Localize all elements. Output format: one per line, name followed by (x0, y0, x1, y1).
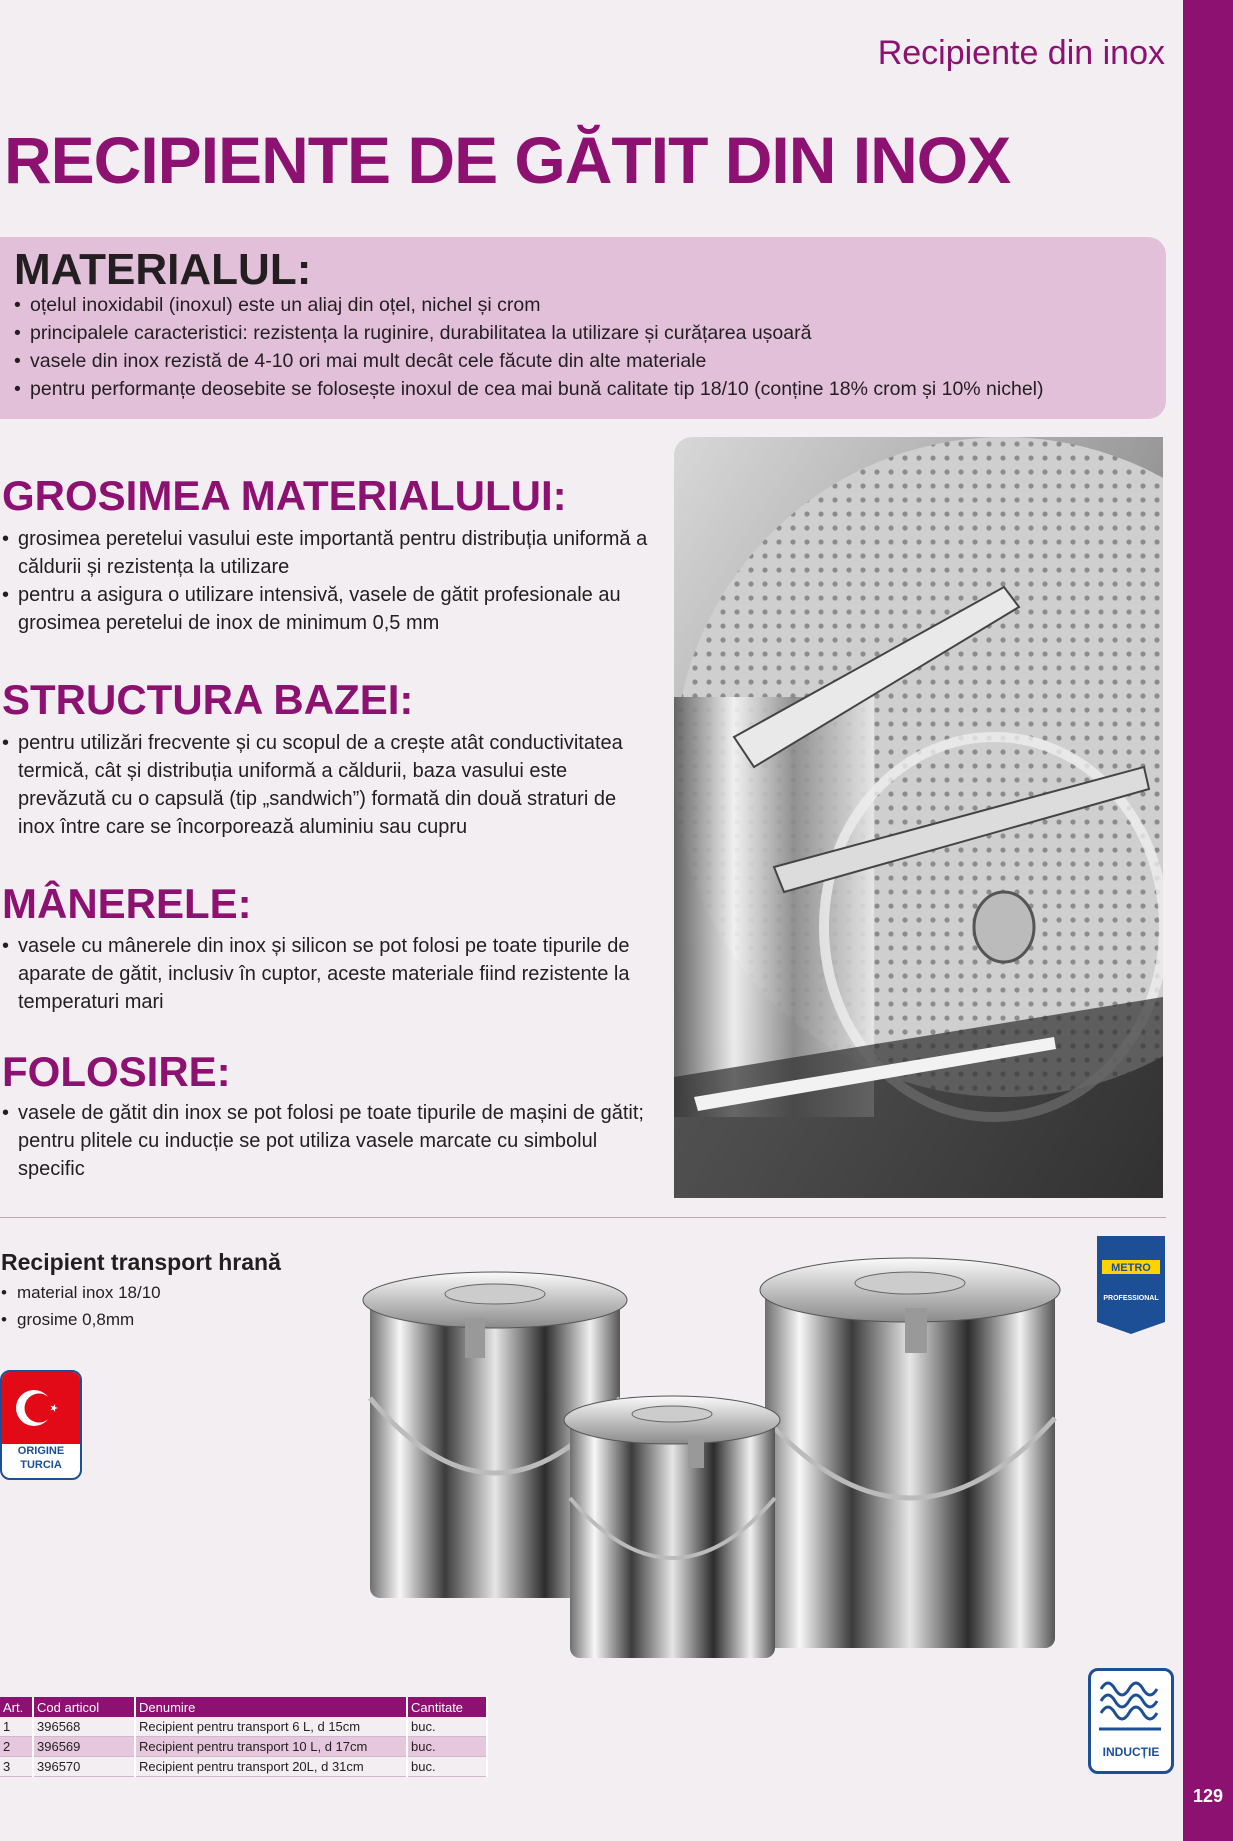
product-spec: • grosime 0,8mm (1, 1306, 301, 1333)
induction-label: INDUCȚIE (1102, 1745, 1160, 1759)
table-row (0, 1737, 487, 1757)
page-sidebar-strip (1183, 0, 1233, 1841)
induction-coil-icon (1091, 1671, 1171, 1741)
material-bullets (14, 291, 1164, 403)
cell-art: 2 (0, 1737, 33, 1757)
product-title: Recipient transport hrană (1, 1249, 281, 1275)
cookware-photo (674, 437, 1163, 1198)
section-label: Recipiente din inox (877, 34, 1165, 72)
col-code: Cod articol (33, 1697, 135, 1717)
cell-qty: buc. (407, 1737, 487, 1757)
cell-name: Recipient pentru transport 10 L, d 17cm (135, 1737, 407, 1757)
professional-text: PROFESSIONAL (1103, 1295, 1159, 1302)
base-structure-bullets (2, 729, 657, 841)
page-title: RECIPIENTE DE GĂTIT DIN INOX (4, 123, 1011, 197)
usage-bullet: • vasele de gătit din inox se pot folosi pe toate tipurile de mașini de gătit; pentru plitele cu inducție se pot utiliza vasele marcate cu simbolul specific (2, 1099, 657, 1183)
metro-professional-logo (1097, 1236, 1165, 1334)
col-qty: Cantitate (407, 1697, 487, 1717)
material-bullet: • principalele caracteristici: rezistența la ruginire, durabilitatea la utilizare și curățarea ușoară (14, 319, 1164, 347)
metro-text: METRO (1111, 1262, 1151, 1274)
cell-art: 3 (0, 1757, 33, 1777)
product-specs (1, 1279, 301, 1333)
cell-code: 396568 (33, 1717, 135, 1737)
col-name: Denumire (135, 1697, 407, 1717)
origin-turkey-badge (0, 1370, 82, 1480)
thickness-bullet: • pentru a asigura o utilizare intensivă, vasele de gătit profesionale au grosimea peretelui de inox de minimum 0,5 mm (2, 581, 657, 637)
food-containers-image (350, 1248, 1080, 1668)
cookware-photo-graphic (674, 437, 1163, 1198)
section-divider (0, 1217, 1166, 1218)
material-bullet: • pentru performanțe deosebite se folosește inoxul de cea mai bună calitate tip 18/10 (conține 18% crom și 10% nichel) (14, 375, 1164, 403)
material-bullet: • vasele din inox rezistă de 4-10 ori mai mult decât cele făcute din alte materiale (14, 347, 1164, 375)
cell-name: Recipient pentru transport 20L, d 31cm (135, 1757, 407, 1777)
turkey-flag-icon (2, 1372, 80, 1444)
cell-art: 1 (0, 1717, 33, 1737)
origin-country: TURCIA (20, 1459, 62, 1471)
handles-bullets (2, 932, 657, 1016)
page-number: 129 (1192, 1786, 1224, 1806)
origin-label: ORIGINE (17, 1445, 65, 1457)
usage-heading: FOLOSIRE: (2, 1048, 231, 1095)
material-heading: MATERIALUL: (14, 245, 312, 294)
base-structure-heading: STRUCTURA BAZEI: (2, 676, 414, 723)
cell-qty: buc. (407, 1717, 487, 1737)
induction-badge (1088, 1668, 1174, 1774)
usage-bullets (2, 1099, 657, 1183)
handles-bullet: • vasele cu mânerele din inox și silicon se pot folosi pe toate tipurile de aparate de gătit, inclusiv în cuptor, aceste materiale fiind rezistente la temperaturi mari (2, 932, 657, 1016)
table-row (0, 1757, 487, 1777)
cell-code: 396570 (33, 1757, 135, 1777)
product-spec: • material inox 18/10 (1, 1279, 301, 1306)
base-structure-bullet: • pentru utilizări frecvente și cu scopul de a crește atât conductivitatea termică, cât și distribuția uniformă a căldurii, baza vasului este prevăzută cu o capsulă (tip „sandwich”) formată din două straturi de inox între care se încorporează aluminiu sau cupru (2, 729, 657, 841)
cell-qty: buc. (407, 1757, 487, 1777)
thickness-heading: GROSIMEA MATERIALULUI: (2, 472, 567, 519)
thickness-bullet: • grosimea peretelui vasului este importantă pentru distribuția uniformă a căldurii și rezistența la utilizare (2, 525, 657, 581)
cell-code: 396569 (33, 1737, 135, 1757)
col-art: Art. (0, 1697, 33, 1717)
thickness-bullets (2, 525, 657, 637)
cell-name: Recipient pentru transport 6 L, d 15cm (135, 1717, 407, 1737)
table-row (0, 1717, 487, 1737)
product-table (0, 1697, 488, 1777)
material-bullet: • oțelul inoxidabil (inoxul) este un aliaj din oțel, nichel și crom (14, 291, 1164, 319)
table-header-row (0, 1697, 487, 1717)
handles-heading: MÂNERELE: (2, 880, 252, 927)
